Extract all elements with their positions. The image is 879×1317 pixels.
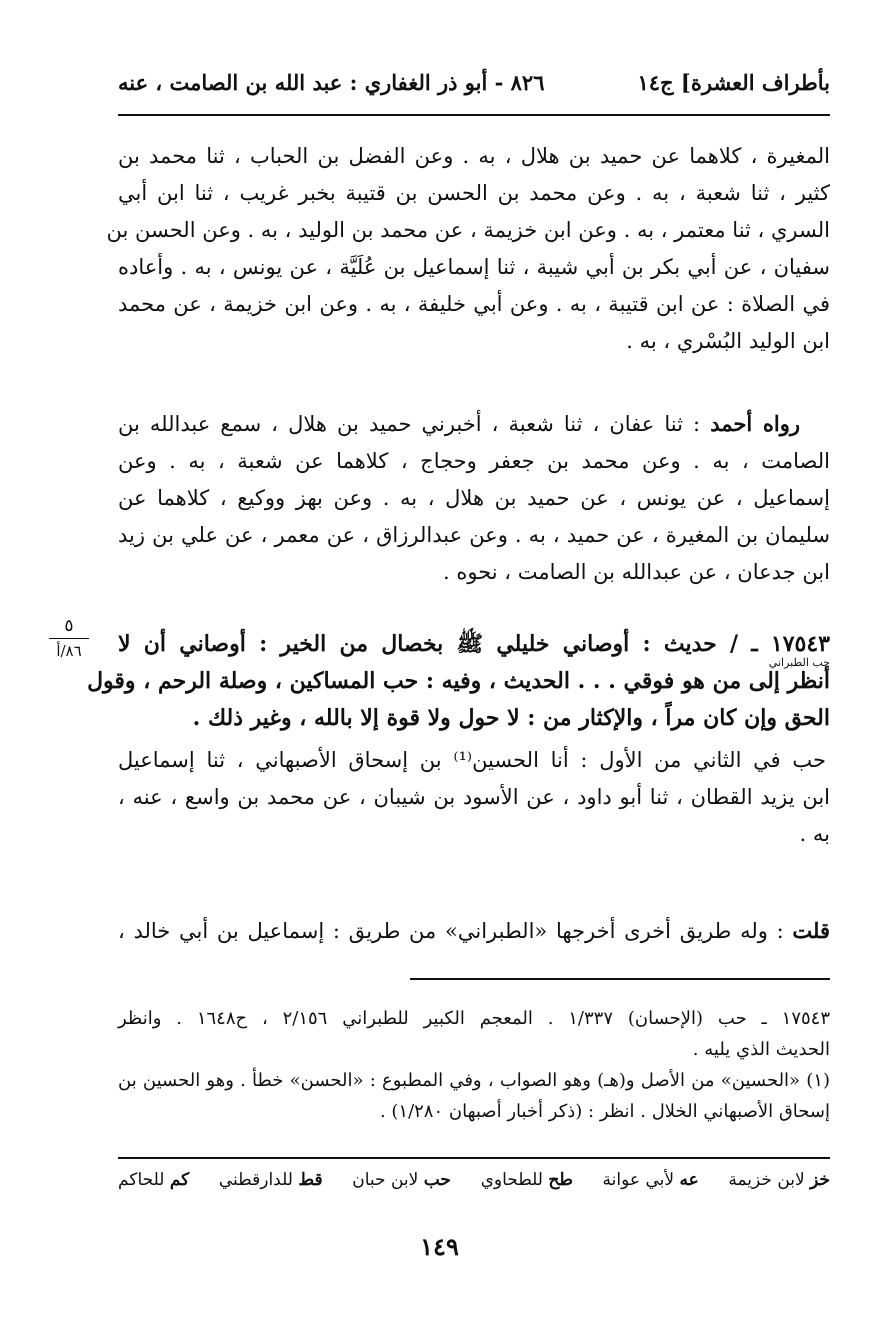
footnote-line: (١) «الحسين» من الأصل و(هـ) وهو الصواب ، وفي المطبوع : «الحسن» خطأ . وهو الحسين بن [118,1070,830,1091]
margin-note [40,616,98,661]
narrator-lead: رواه أحمد [710,411,800,436]
note-lead: قلت [792,918,830,943]
abbreviation-item: كم للحاكم [118,1170,190,1190]
footnote-line: إسحاق الأصبهاني الخلال . انظر : (ذكر أخبار أصبهان ١/٢٨٠) . [379,1101,830,1122]
text-line: سفيان ، عن أبي بكر بن أبي شيبة ، ثنا إسماعيل بن عُلَيَّة ، عن يونس ، به . وأعاده [118,255,830,279]
text-line: الصامت ، به . وعن محمد بن جعفر وحجاج ، كلاهما عن شعبة ، به . وعن [118,449,830,473]
abbreviation-item: حب لابن حبان [352,1170,451,1190]
text-line: المغيرة ، كلاهما عن حميد بن هلال ، به . وعن الفضل بن الحباب ، ثنا محمد بن [118,144,830,168]
text-line: ابن يزيد القطان ، ثنا أبو داود ، عن الأسود بن شيبان ، عن محمد بن واسع ، عنه ، [118,785,830,809]
text-line: في الصلاة : عن ابن قتيبة ، به . وعن أبي خليفة ، به . وعن ابن خزيمة ، عن محمد [118,292,830,316]
paragraph-2 [118,405,830,591]
abbreviation-item: طح للطحاوي [480,1170,573,1190]
abbreviation-item: خز لابن خزيمة [728,1170,830,1190]
text-line: ابن جدعان ، عن عبدالله بن الصامت ، نحوه . [443,560,830,584]
hadith-line: ١٧٥٤٣ ـ / حديث : أوصاني خليلي ﷺ بخصال من الخير : أوصاني أن لا [118,631,830,657]
paragraph-1 [106,138,830,360]
text-line: سليمان بن المغيرة ، عن حميد ، به . وعن عبدالرزاق ، عن معمر ، عن علي بن زيد [118,523,830,547]
paragraph-4 [118,912,830,950]
footnote-line: الحديث الذي يليه . [692,1039,830,1060]
abbreviation-item: عه لأبي عوانة [602,1170,699,1190]
text-line: إسماعيل ، عن يونس ، عن حميد بن هلال ، به . وعن بهز ووكيع ، كلاهما عن [118,486,830,510]
text-line: ابن الوليد البُسْري ، به . [626,329,830,353]
text-line: حب في الثاني من الأول : أنا الحسين⁽¹⁾ بن إسحاق الأصبهاني ، ثنا إسماعيل [118,748,826,772]
text-line: كثير ، ثنا شعبة ، به . وعن محمد بن الحسن بن قتيبة بخبر غريب ، ثنا ابن أبي [118,181,830,205]
header-book-title: بأطراف العشرة] ج١٤ [637,70,830,95]
text-line [118,405,830,443]
footnote-line: ١٧٥٤٣ ـ حب (الإحسان) ١/٣٣٧ . المعجم الكبير للطبراني ٢/١٥٦ ، ح١٦٤٨ . وانظر [118,1008,830,1029]
page-number: ١٤٩ [420,1232,459,1261]
abbreviations-rule [118,1157,830,1159]
margin-folio: ٨٦/أ [56,642,82,660]
hadith-line: الحق وإن كان مراً ، والإكثار من : لا حول ولا قوة إلا بالله ، وغير ذلك . [192,705,830,731]
text-segment: : وله طريق أخرى أخرجها «الطبراني» من طريق : إسماعيل بن أبي خالد ، [118,919,793,943]
margin-number: ٥ [64,616,74,636]
hadith-line: أنظر إلى من هو فوقي . . . الحديث ، وفيه : حب المساكين ، وصلة الرحم ، وقول [87,668,830,694]
abbreviation-item: قط للدارقطني [218,1170,323,1190]
running-header [118,62,830,102]
hadith-entry [87,626,830,737]
text-segment: : ثنا عفان ، ثنا شعبة ، أخبرني حميد بن هلال ، سمع عبدالله بن [118,412,711,436]
text-line: السري ، ثنا معتمر ، به . وعن ابن خزيمة ، عن محمد بن الوليد ، به . وعن الحسن بن [106,218,830,242]
hadith-sub-label: حب الطبراني [768,656,830,669]
header-chapter-title: ٨٢٦ - أبو ذر الغفاري : عبد الله بن الصامت ، عنه [118,70,545,95]
text-line: به . [799,822,830,846]
header-rule [118,114,830,116]
margin-rule [49,638,89,639]
text-line [118,912,830,950]
abbreviations-key [118,1170,830,1200]
paragraph-3 [118,742,830,853]
footnotes [118,1003,830,1127]
footnote-rule [410,978,830,980]
